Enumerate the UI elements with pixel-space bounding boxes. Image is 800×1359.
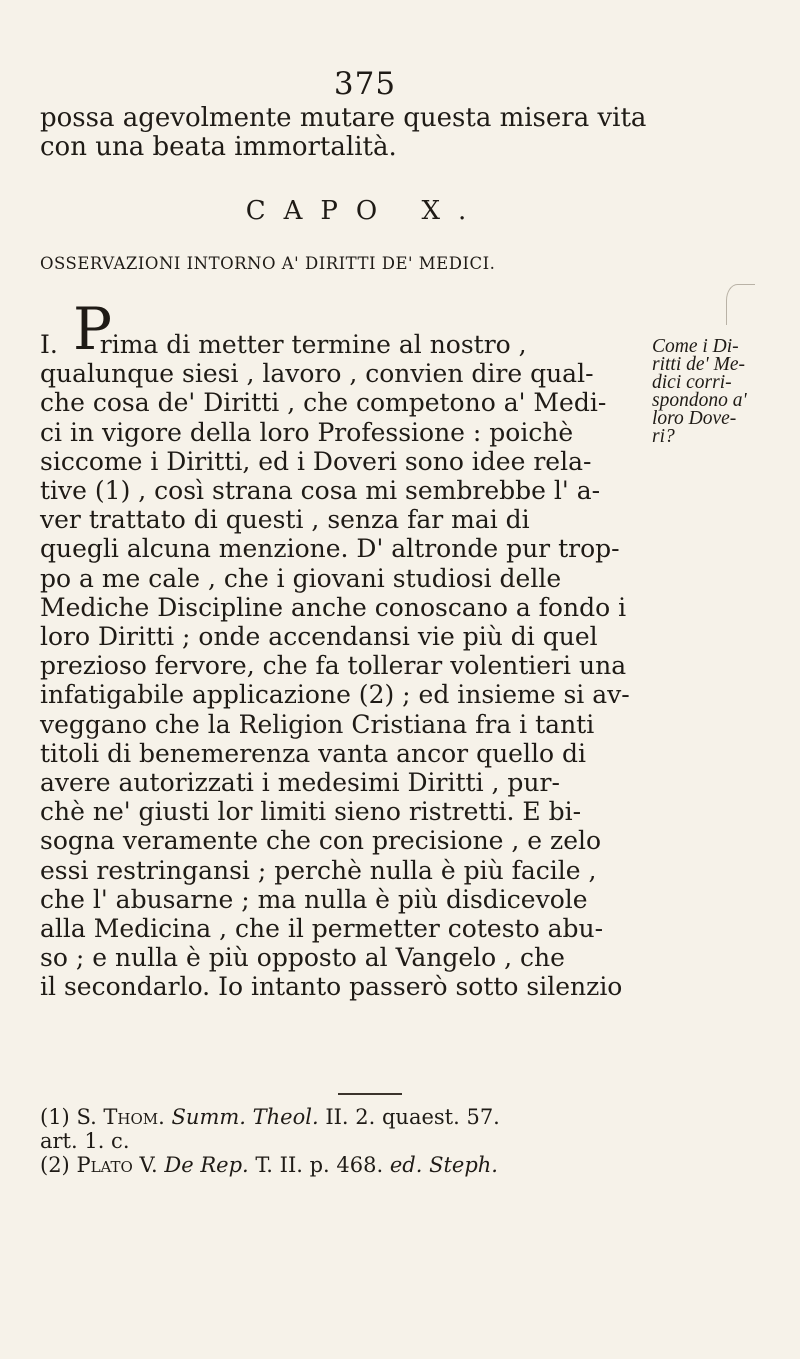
margin-note-line: spondono a' [652, 390, 747, 411]
text-line: possa agevolmente mutare questa misera vita [40, 103, 647, 133]
text-line: po a me cale , che i giovani studiosi delle [40, 563, 562, 593]
text-line: titoli di benemerenza vanta ancor quello di [40, 738, 586, 768]
text-line: ver trattato di questi , senza far mai di [40, 505, 530, 535]
margin-note-line: loro Dove- [652, 408, 737, 429]
text-line: infatigabile applicazione (2) ; ed insieme si av- [40, 680, 630, 710]
margin-note-line: ritti de' Me- [652, 354, 745, 375]
text-line: il secondarlo. Io intanto passerò sotto silenzio [40, 972, 623, 1002]
footnote-divider [338, 1093, 402, 1095]
margin-note-line: dici corri- [652, 372, 732, 393]
text-line: so ; e nulla è più opposto al Vangelo , che [40, 943, 565, 973]
footnote-marker: (1) [40, 1105, 70, 1129]
footnote-2 [40, 1153, 720, 1177]
footnote-title: De Rep. [164, 1153, 249, 1177]
text-line: che l' abusarne ; ma nulla è più disdicevole [40, 884, 588, 914]
margin-note [652, 338, 792, 446]
footnote-1-continuation: art. 1. c. [40, 1129, 130, 1153]
footnote-author: Plato V. [76, 1153, 158, 1177]
text-line: loro Diritti ; onde accendansi vie più di quel [40, 622, 598, 652]
text-line: prezioso fervore, che fa tollerar volentieri una [40, 651, 627, 681]
margin-note-line: Come i Di- [652, 336, 739, 357]
text-line: essi restringansi ; perchè nulla è più facile , [40, 855, 597, 885]
intro-paragraph-end [40, 104, 720, 162]
footnote-author: S. Thom. [76, 1105, 165, 1129]
text-line: Mediche Discipline anche conoscano a fondo i [40, 592, 627, 622]
text-line: chè ne' giusti lor limiti sieno ristretti. E bi- [40, 797, 582, 827]
paper-mark [726, 284, 755, 325]
section-heading: OSSERVAZIONI INTORNO A' DIRITTI DE' MEDICI. [40, 254, 496, 273]
text-line: sogna veramente che con precisione , e zelo [40, 826, 602, 856]
text-line: qualunque siesi , lavoro , convien dire qual- [40, 359, 594, 389]
footnote-edition: ed. Steph. [389, 1153, 498, 1177]
text-line: avere autorizzati i medesimi Diritti , pur- [40, 768, 560, 798]
footnote-title: Summ. Theol. [171, 1105, 319, 1129]
first-line-text: rima di metter termine al nostro , [99, 330, 527, 359]
page-number: 375 [333, 66, 397, 102]
paragraph-number: I. [40, 330, 58, 359]
text-line [40, 295, 710, 363]
chapter-heading: CAPO X. [245, 196, 485, 226]
footnote-marker: (2) [40, 1153, 70, 1177]
footnote-reference: II. 2. quaest. 57. [325, 1105, 500, 1129]
footnote-1 [40, 1105, 720, 1129]
main-paragraph [40, 295, 710, 1002]
text-line: che cosa de' Diritti , che competono a' Medi- [40, 388, 607, 418]
text-line: ci in vigore della loro Professione : poichè [40, 417, 574, 447]
footnotes [40, 1105, 720, 1177]
footnote-reference: T. II. p. 468. [255, 1153, 384, 1177]
text-line: veggano che la Religion Cristiana fra i tanti [40, 709, 595, 739]
margin-note-line: ri? [652, 426, 675, 447]
text-line: siccome i Diritti, ed i Doveri sono idee rela- [40, 446, 592, 476]
text-line: tive (1) , così strana cosa mi sembrebbe l' a- [40, 476, 601, 506]
text-line: con una beata immortalità. [40, 132, 397, 162]
text-line: alla Medicina , che il permetter cotesto abu- [40, 914, 604, 944]
drop-cap: P [73, 295, 113, 363]
text-line: quegli alcuna menzione. D' altronde pur trop- [40, 534, 620, 564]
